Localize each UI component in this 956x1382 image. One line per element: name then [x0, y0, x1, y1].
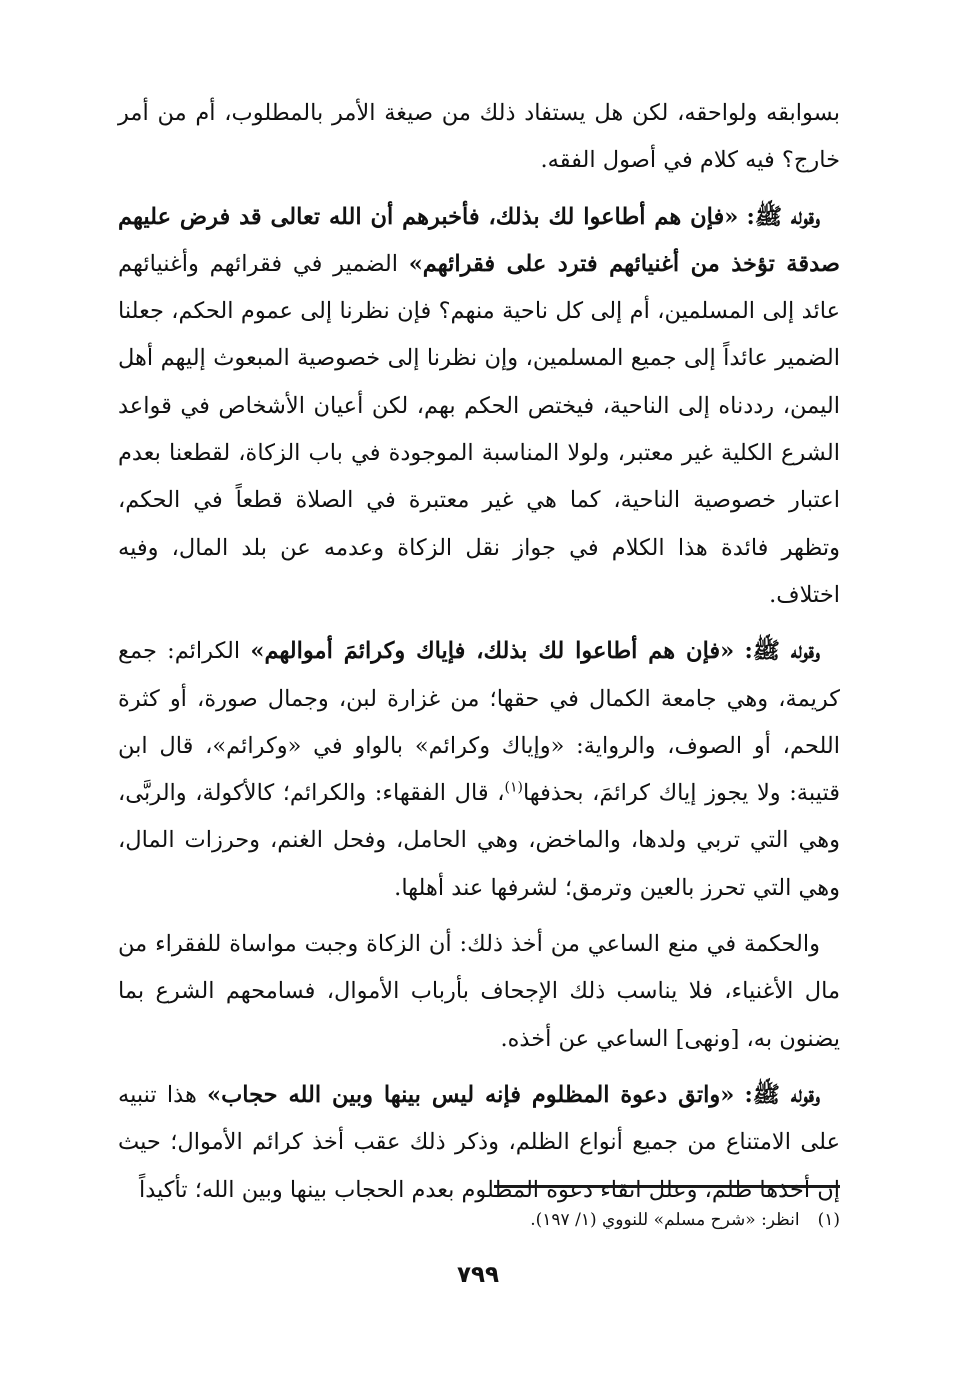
paragraph-3-lead: وقوله ﷺ: [744, 638, 821, 665]
paragraph-4 [118, 921, 840, 1063]
hadith-quote-5: «واتق دعوة المظلوم فإنه ليس بينها وبين الله حجاب» [207, 1081, 735, 1108]
paragraph-1-text: بسوابقه ولواحقه، لكن هل يستفاد ذلك من صيغة الأمر بالمطلوب، أم من أمر خارج؟ فيه كلام في أصول الفقه. [118, 100, 840, 174]
paragraph-2 [118, 194, 840, 620]
paragraph-1 [118, 90, 840, 185]
footnote-text: انظر: «شرح مسلم» للنووي (١/ ١٩٧). [530, 1210, 800, 1230]
paragraph-2-text: الضمير في فقرائهم وأغنيائهم عائد إلى المسلمين، أم إلى كل ناحية منهم؟ فإن نظرنا إلى عموم الحكم، جعلنا الضمير عائداً إلى جميع المسلمين، وإن نظرنا إلى خصوصية المبعوث إليهم أهل اليمن، رددناه إلى الناحية، فيختص الحكم بهم، لكن أعيان الأشخاص في قواعد الشرع الكلية غير معتبر، ولولا المناسبة الموجودة في باب الزكاة، لقطعنا بعدم اعتبار خصوصية الناحية، كما هي غير معتبرة في الصلاة قطعاً في الحكم، وتظهر فائدة هذا الكلام في جواز نقل الزكاة وعدمه عن بلد المال، وفيه اختلاف. [118, 250, 840, 608]
hadith-quote-2: «فإن هم أطاعوا لك بذلك، فأخبرهم أن الله تعالى قد فرض عليهم صدقة تؤخذ من أغنيائهم فترد على فقرائهم» [118, 203, 840, 277]
footnote-reference[interactable]: (١) [504, 779, 523, 796]
footnote-divider [494, 1185, 840, 1188]
paragraph-2-lead: وقوله ﷺ: [746, 203, 820, 230]
paragraph-5 [118, 1072, 840, 1214]
paragraph-3-text-a: الكرائم: جمع كريمة، وهي جامعة الكمال في حقها؛ من غزارة لبن، وجمال صورة، أو كثرة اللحم، أو الصوف، والرواية: «وإياك وكرائم» بالواو في «وكرائم»، قال ابن قتيبة: ولا يجوز إياك كرائمَ، بحذفها [118, 638, 840, 807]
paragraph-3-text-b: ، قال الفقهاء: والكرائم؛ كالأكولة، والربَّى، وهي التي تربي ولدها، والماخض، وهي الحامل، وفحل الغنم، وحرزات المال، وهي التي تحرز بالعين وترمق؛ لشرفها عند أهلها. [118, 780, 840, 901]
paragraph-5-lead: وقوله ﷺ: [744, 1081, 820, 1108]
paragraph-3 [118, 628, 840, 912]
hadith-quote-3: «فإن هم أطاعوا لك بذلك، فإياك وكرائمَ أموالهم» [250, 638, 735, 665]
footnote-number: (١) [817, 1210, 840, 1230]
paragraph-5-text: هذا تنبيه على الامتناع من جميع أنواع الظلم، وذكر ذلك عقب أخذ كرائم الأموال؛ حيث إن أخذها ظلم، وعلل اتقاء دعوة المظلوم بعدم الحجاب بينها وبين الله؛ تأكيداً [118, 1081, 840, 1203]
main-text [118, 90, 840, 1214]
paragraph-4-text: والحكمة في منع الساعي من أخذ ذلك: أن الزكاة وجبت مواساة للفقراء من مال الأغنياء، فلا يناسب ذلك الإجحاف بأرباب الأموال، فسامحهم الشرع بما يضنون به، [ونهى] الساعي عن أخذه. [118, 931, 840, 1052]
page-number: ٧٩٩ [456, 1262, 500, 1288]
footnote [118, 1207, 840, 1233]
